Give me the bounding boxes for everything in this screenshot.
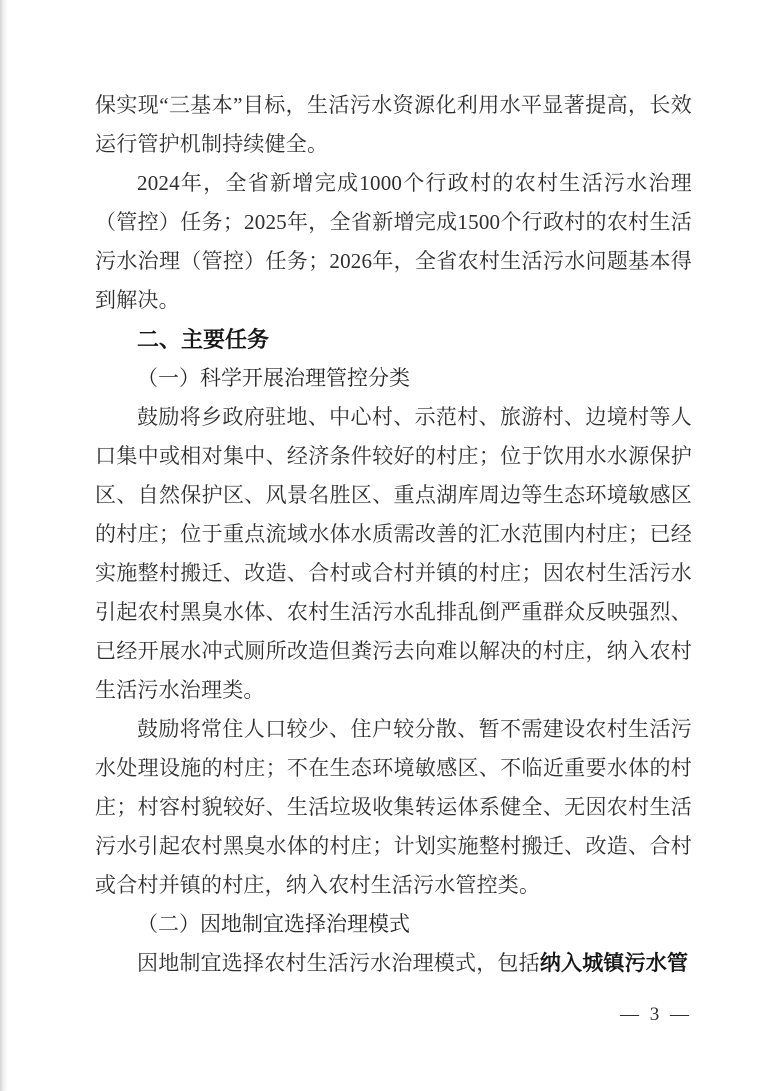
paragraph-control-category: 鼓励将常住人口较少、住户较分散、暂不需建设农村生活污水处理设施的村庄；不在生态环境敏感区、不临近重要水体的村庄；村容村貌较好、生活垃圾收集转运体系健全、无因农村生活污水引起农村黑臭水体的村庄；计划实施整村搬迁、改造、合村或合村并镇的村庄，纳入农村生活污水管控类。 (95, 717, 692, 897)
paragraph-mode-selection-text: 因地制宜选择农村生活污水治理模式，包括 (137, 951, 540, 975)
subheading-classification: （一）科学开展治理管控分类 (137, 366, 410, 390)
paragraph-mode-selection-bold-tail: 纳入城镇污水管 (539, 952, 689, 975)
subheading-treatment-mode: （二）因地制宜选择治理模式 (137, 912, 410, 936)
paragraph-treatment-category: 鼓励将乡政府驻地、中心村、示范村、旅游村、边境村等人口集中或相对集中、经济条件较好的村庄；位于饮用水水源保护区、自然保护区、风景名胜区、重点湖库周边等生态环境敏感区的村庄；位于重点流域水体水质需改善的汇水范围内村庄；已经实施整村搬迁、改造、合村或合村并镇的村庄；因农村生活污水引起农村黑臭水体、农村生活污水乱排乱倒严重群众反映强烈、已经开展水冲式厕所改造但粪污去向难以解决的村庄，纳入农村生活污水治理类。 (95, 405, 692, 702)
paragraph-continuation: 保实现“三基本”目标，生活污水资源化利用水平显著提高，长效运行管护机制持续健全。 (95, 93, 692, 156)
page-number: — 3 — (620, 1004, 692, 1025)
scanned-page-left-edge (0, 0, 8, 1091)
section-heading-main-tasks: 二、主要任务 (137, 327, 270, 352)
paragraph-targets-by-year: 2024年，全省新增完成1000个行政村的农村生活污水治理（管控）任务；2025年，全省新增完成1500个行政村的农村生活污水治理（管控）任务；2026年，全省农村生活污水问题基本得到解决。 (95, 171, 692, 312)
document-body (95, 86, 692, 983)
paragraph-mode-selection (95, 944, 692, 983)
